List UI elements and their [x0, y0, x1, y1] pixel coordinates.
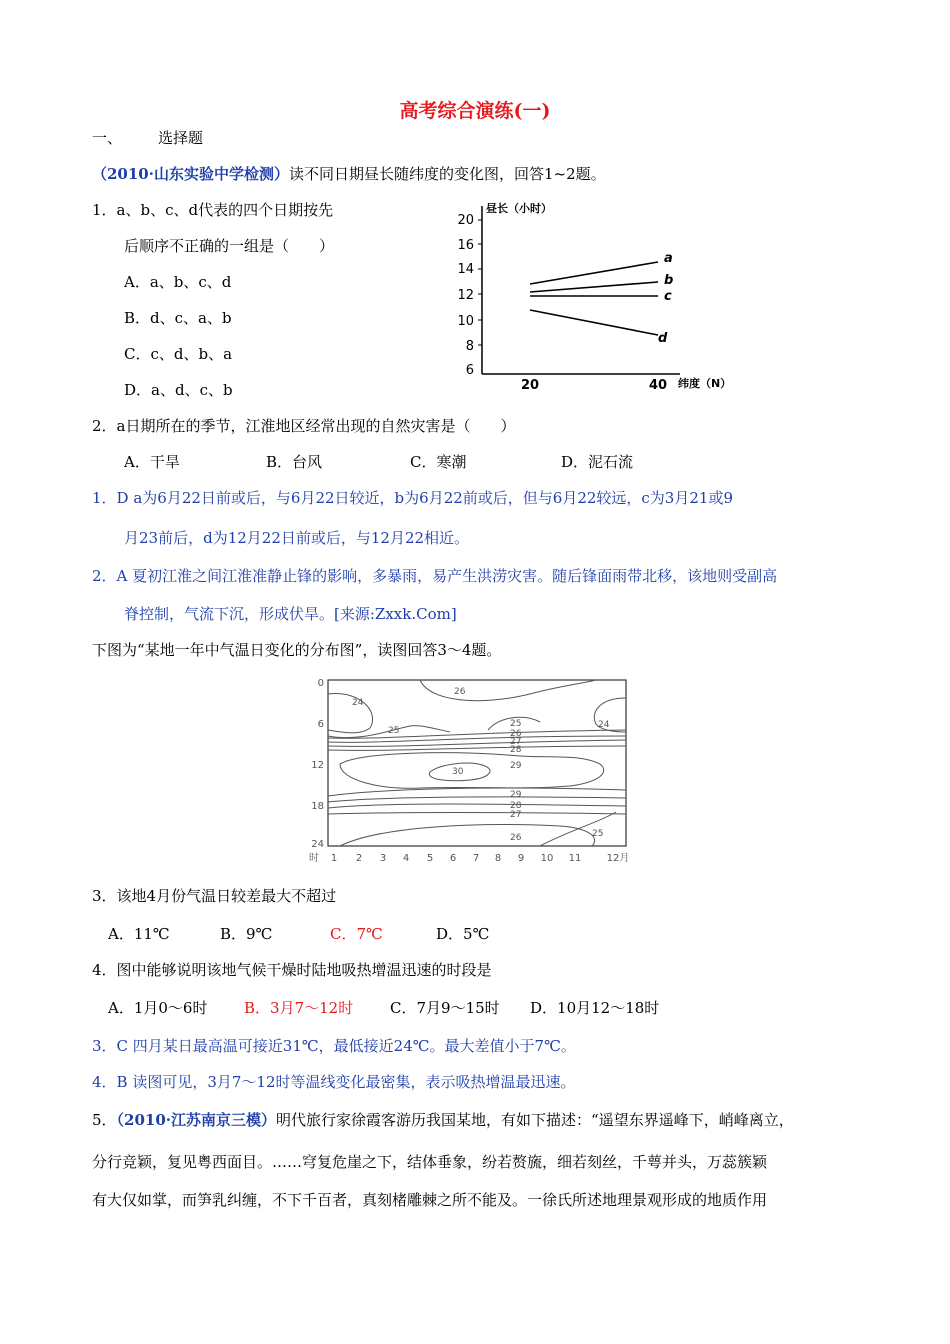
page-title: 高考综合演练(一)	[399, 100, 551, 122]
day-length-chart	[440, 196, 760, 396]
x-tick: 8	[494, 853, 502, 864]
x-tick: 1	[330, 853, 338, 864]
answer-1-line-2: 月23前后，d为12月22日前或后，与12月22相近。	[124, 529, 470, 547]
y-tick: 6	[465, 363, 474, 378]
iso-label: 26	[510, 729, 522, 739]
section-label: 选择题	[158, 129, 204, 147]
q2-option-a: A．干旱	[124, 453, 180, 471]
iso-label: 28	[510, 801, 522, 811]
q5-number: 5．	[92, 1111, 117, 1129]
chart-frame	[328, 680, 626, 846]
iso-label: 24	[352, 698, 364, 708]
q1-option-c: C．c、d、b、a	[124, 345, 233, 363]
isotherm-chart	[300, 672, 650, 872]
line-a	[530, 262, 658, 284]
iso-label: 25	[592, 829, 604, 839]
q4-option-c: C．7月9～15时	[390, 999, 500, 1017]
iso-label: 24	[598, 720, 610, 730]
x-tick: 20	[520, 378, 540, 393]
q5-text-1: 明代旅行家徐霞客游历我国某地，有如下描述：“遥望东界遥峰下，峭峰离立，	[276, 1111, 794, 1129]
q3-option-a: A．11℃	[108, 925, 170, 943]
q2-option-b: B．台风	[266, 453, 323, 471]
iso-label: 29	[510, 761, 522, 771]
q1-stem-1: 1．a、b、c、d代表的四个日期按先	[92, 201, 334, 219]
y-tick: 12	[457, 288, 474, 303]
x-tick: 2	[355, 853, 363, 864]
q2-option-c: C．寒潮	[410, 453, 467, 471]
line-d	[530, 310, 658, 335]
q3-stem: 3．该地4月份气温日较差最大不超过	[92, 887, 337, 905]
q3-option-b: B．9℃	[220, 925, 273, 943]
q1-option-d: D．a、d、c、b	[124, 381, 233, 399]
iso-label: 29	[510, 790, 522, 800]
intro-1	[92, 164, 606, 184]
iso-label: 26	[454, 687, 466, 697]
x-tick: 7	[472, 853, 480, 864]
x-axis-label: 纬度（N）	[678, 377, 732, 390]
iso-label: 25	[388, 726, 400, 736]
y-tick: 18	[311, 801, 324, 812]
iso-label: 26	[510, 833, 522, 843]
q5-line-2: 分行竞颖，复见粤西面目。……穹复危崖之下，结体垂象，纷若赘旒，细若刻丝，千萼并头，万蕊簇颖	[92, 1153, 768, 1171]
x-tick: 10	[540, 853, 554, 864]
q1-option-b: B．d、c、a、b	[124, 309, 232, 327]
x-tick: 11	[568, 853, 582, 864]
y-tick: 10	[457, 314, 474, 329]
q2-option-d: D．泥石流	[561, 453, 634, 471]
y-tick: 12	[311, 760, 324, 771]
isotherm-lines	[328, 680, 626, 846]
y-tick: 20	[457, 213, 474, 228]
x-tick: 5	[426, 853, 434, 864]
answer-2-line-2: 脊控制，气流下沉，形成伏旱。[来源:Zxxk.Com]	[124, 605, 457, 623]
svg-text:a: a	[664, 251, 673, 266]
iso-label: 28	[510, 745, 522, 755]
x-tick: 9	[517, 853, 525, 864]
svg-text:b: b	[664, 273, 674, 288]
y-tick: 0	[317, 678, 324, 689]
y-tick: 6	[317, 719, 324, 730]
q4-option-d: D．10月12～18时	[530, 999, 660, 1017]
iso-label: 25	[510, 719, 522, 729]
answer-1-line-1: 1．D a为6月22日前或后，与6月22日较近，b为6月22前或后，但与6月22较远，c为3月21或9	[92, 489, 733, 507]
y-tick: 16	[457, 238, 474, 253]
y-axis-label: 昼长（小时）	[486, 202, 552, 215]
q4-option-a: A．1月0～6时	[108, 999, 208, 1017]
answer-3: 3．C 四月某日最高温可接近31℃，最低接近24℃。最大差值小于7℃。	[92, 1037, 576, 1055]
answer-4: 4．B 读图可见，3月7～12时等温线变化最密集，表示吸热增温最迅速。	[92, 1073, 576, 1091]
y-tick: 8	[465, 339, 474, 354]
q5-line-3: 有大仅如掌，而笋乳纠缠，不下千百者，真刻楮雕棘之所不能及。一徐氏所述地理景观形成的地质作用	[92, 1191, 768, 1209]
q4-stem: 4．图中能够说明该地气候干燥时陆地吸热增温迅速的时段是	[92, 961, 492, 979]
svg-text:c: c	[664, 289, 672, 304]
q3-option-c: C．7℃	[330, 925, 383, 943]
svg-text:d: d	[658, 331, 668, 346]
intro-2: 下图为“某地一年中气温日变化的分布图”，读图回答3～4题。	[92, 641, 502, 659]
q1-option-a: A．a、b、c、d	[124, 273, 232, 291]
q3-option-d: D．5℃	[436, 925, 490, 943]
source-tag: （2010·山东实验中学检测）	[92, 165, 289, 183]
y-tick: 14	[457, 262, 474, 277]
q4-option-b: B．3月7～12时	[244, 999, 354, 1017]
q5-line-1	[92, 1110, 794, 1130]
intro-1-text: 读不同日期昼长随纬度的变化图，回答1~2题。	[288, 165, 606, 183]
iso-label: 27	[510, 810, 522, 820]
x-tick: 6	[449, 853, 457, 864]
x-tick: 4	[402, 853, 410, 864]
q2-stem: 2．a日期所在的季节，江淮地区经常出现的自然灾害是（ ）	[92, 417, 516, 435]
line-b	[530, 282, 658, 292]
x-tick: 12月	[606, 853, 630, 864]
x-tick: 3	[379, 853, 387, 864]
iso-label: 30	[452, 767, 464, 777]
y-tick: 24	[311, 839, 324, 850]
section-number: 一、	[92, 129, 123, 147]
q5-source: （2010·江苏南京三模）	[116, 1111, 277, 1129]
answer-2-line-1: 2．A 夏初江淮之间江淮准静止锋的影响，多暴雨，易产生洪涝灾害。随后锋面雨带北移，该地则受副高	[92, 567, 778, 585]
iso-label: 27	[510, 737, 522, 747]
x-tick: 40	[648, 378, 668, 393]
q1-stem-2: 后顺序不正确的一组是（ ）	[124, 237, 335, 255]
y-axis-label: 时	[309, 853, 319, 864]
